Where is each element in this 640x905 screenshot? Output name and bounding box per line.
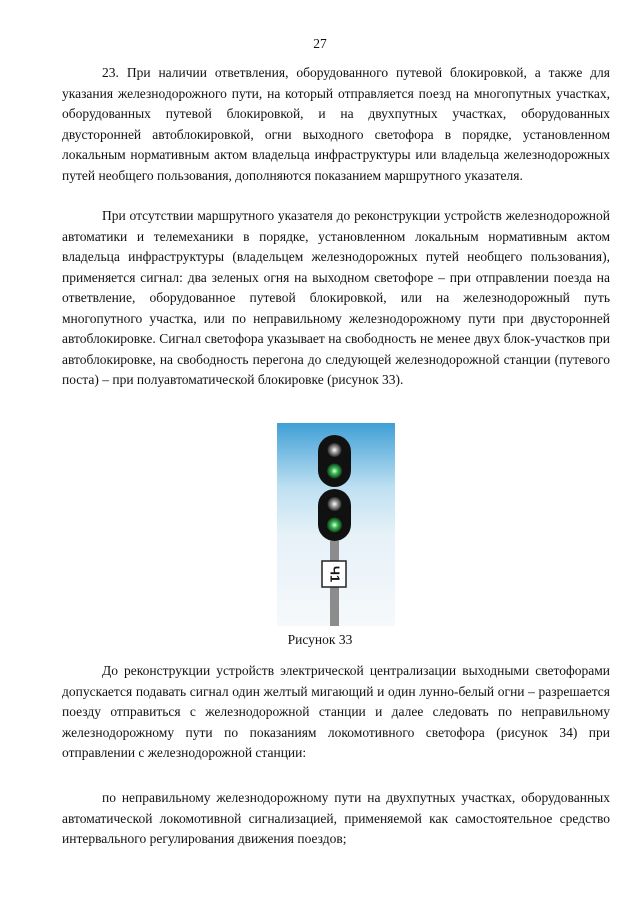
paragraph-wrong-track-list-item [62, 788, 610, 850]
signal-plate [322, 561, 346, 587]
paragraph-electrical-centralization [62, 661, 610, 764]
figure-caption: Рисунок 33 [287, 632, 353, 647]
page-number: 27 [313, 36, 327, 51]
paragraph-text: До реконструкции устройств электрической централизации выходными светофорами допускается подавать сигнал один желтый мигающий и один лунно-белый огни – разрешается поезду отправиться с железнодорожной станции и далее следовать по неправильному железнодорожному пути по показаниям локомотивного светофора (рисунок 34) при отправлении с железнодорожной станции: [62, 663, 610, 760]
paragraph-text: При отсутствии маршрутного указателя до реконструкции устройств железнодорожной автоматики и телемеханики в порядке, установленном локальным нормативным актом владельца инфраструктуры (владельцем железнодорожных путей необщего пользования), применяется сигнал: два зеленых огня на выходном светофоре – при отправлении поезда на ответвление, оборудованное путевой блокировкой, или на железнодорожный путь многопутного участка, или по неправильному железнодорожному пути при двусторонней автоблокировке. Сигнал светофора указывает на свободность не менее двух блок-участков при автоблокировке, на свободность перегона до следующей железнодорожной станции (путевого поста) – при полуавтоматической блокировке (рисунок 33). [62, 208, 610, 387]
signal-plate-label: Ч1 [327, 565, 343, 583]
paragraph-text: по неправильному железнодорожному пути на двухпутных участках, оборудованных автоматической локомотивной сигнализацией, применяемой как самостоятельное средство интервального регулирования движения поездов; [62, 790, 610, 846]
paragraph-text: При наличии ответвления, оборудованного путевой блокировкой, а также для указания железнодорожного пути, на который отправляется поезд на многопутных участках, оборудованных путевой блокировкой, и на двухпутных участках, оборудованных двусторонней автоблокировкой, огни выходного светофора в порядке, установленном локальным нормативным актом владельца инфраструктуры или владельца железнодорожных путей необщего пользования, дополняются показанием маршрутного указателя. [62, 65, 610, 183]
paragraph-number: 23. [102, 65, 119, 80]
upper-bottom-light-green [327, 464, 342, 479]
signal-head-upper [318, 435, 351, 487]
signal-head-lower [318, 489, 351, 541]
lower-bottom-light-green [327, 518, 342, 533]
paragraph-no-route-indicator [62, 206, 610, 391]
figure-33-signal-image [277, 423, 395, 626]
paragraph-23 [62, 63, 610, 186]
upper-top-light-off [328, 443, 342, 457]
lower-top-light-off [328, 497, 342, 511]
